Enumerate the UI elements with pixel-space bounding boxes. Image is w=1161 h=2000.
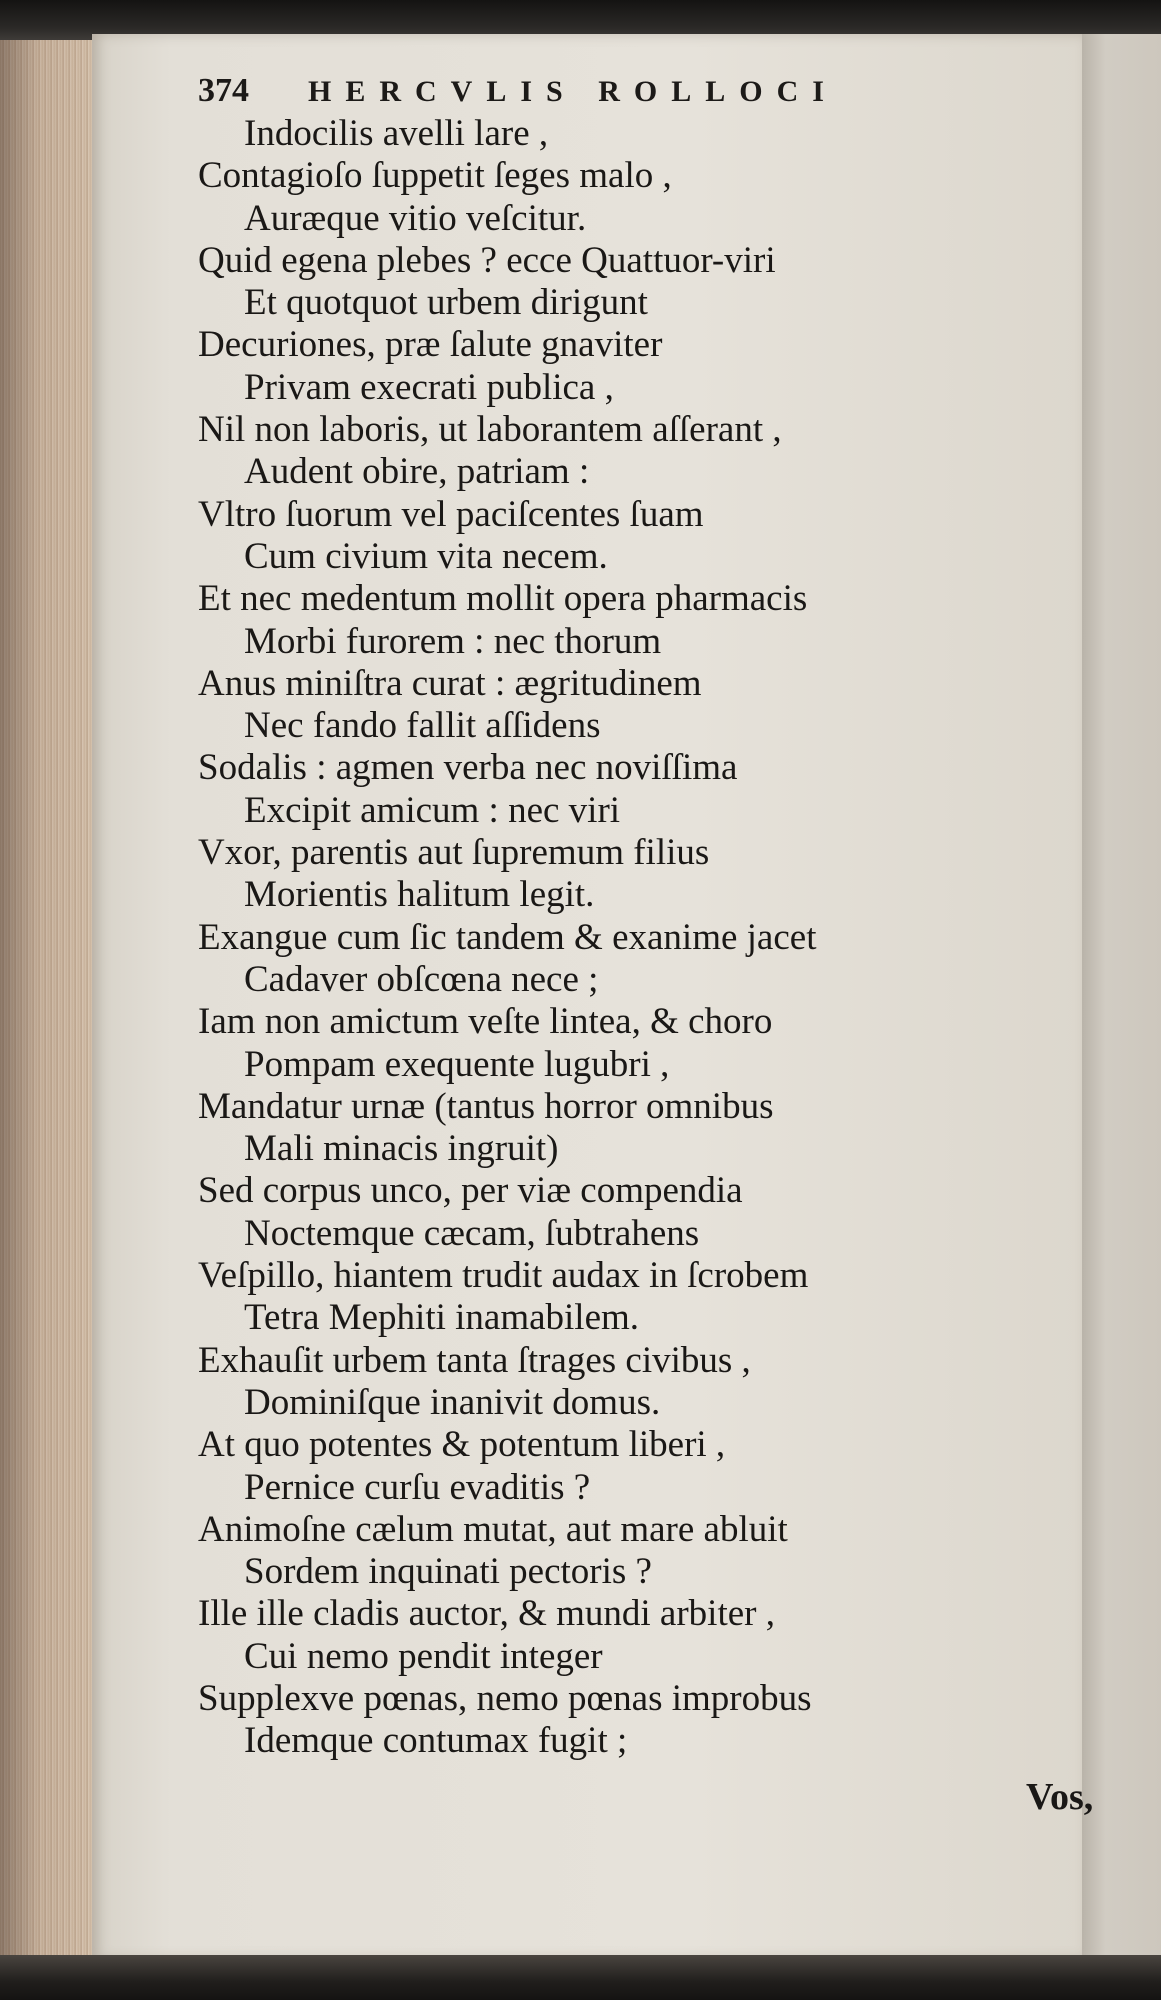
verse-line: Contagioſo ſuppetit ſeges malo , xyxy=(198,155,672,197)
verse-line: Privam execrati publica , xyxy=(244,366,614,408)
verse-line: Sordem inquinati pectoris ? xyxy=(244,1551,652,1593)
verse-line: Idemque contumax fugit ; xyxy=(244,1720,628,1762)
verse-line: Animoſne cælum mutat, aut mare abluit xyxy=(198,1508,788,1550)
verse-line: Audent obire, patriam : xyxy=(244,451,590,493)
verse-line: Morbi furorem : nec thorum xyxy=(244,620,662,662)
running-title: HERCVLIS ROLLOCI xyxy=(308,75,838,108)
verse-line: Et nec medentum mollit opera pharmacis xyxy=(198,578,808,620)
verse-line: Exhauſit urbem tanta ſtrages civibus , xyxy=(198,1339,751,1381)
verse-line: Decuriones, præ ſalute gnaviter xyxy=(198,324,663,366)
poem-text xyxy=(198,113,998,1763)
verse-line: Auræque vitio veſcitur. xyxy=(244,197,587,239)
verse-line: Quid egena plebes ? ecce Quattuor-viri xyxy=(198,239,776,281)
verse-line: Vxor, parentis aut ſupremum filius xyxy=(198,832,710,874)
facing-page-edge xyxy=(1082,34,1161,1959)
verse-line: Ille ille cladis auctor, & mundi arbiter , xyxy=(198,1593,775,1635)
verse-line: Tetra Mephiti inamabilem. xyxy=(244,1297,640,1339)
verse-line: Cum civium vita necem. xyxy=(244,535,608,577)
verse-line: Dominiſque inanivit domus. xyxy=(244,1381,661,1423)
verse-line: At quo potentes & potentum liberi , xyxy=(198,1424,726,1466)
verse-line: Iam non amictum veſte lintea, & choro xyxy=(198,1001,773,1043)
verse-line: Veſpillo, hiantem trudit audax in ſcrobem xyxy=(198,1255,809,1297)
verse-line: Anus miniſtra curat : ægritudinem xyxy=(198,662,702,704)
verse-line: Et quotquot urbem dirigunt xyxy=(244,282,648,324)
verse-line: Indocilis avelli lare , xyxy=(244,113,549,154)
catchword: Vos, xyxy=(1026,1776,1094,1818)
verse-line: Excipit amicum : nec viri xyxy=(244,789,621,831)
verse-line: Pernice curſu evaditis ? xyxy=(244,1466,591,1508)
verse-line: Nec fando fallit aſſidens xyxy=(244,705,601,747)
verse-line: Cadaver obſcœna nece ; xyxy=(244,958,599,1000)
verse-line: Nil non laboris, ut laborantem aſſerant , xyxy=(198,409,782,451)
verse-line: Exangue cum ſic tandem & exanime jacet xyxy=(198,916,817,958)
verse-line: Supplexve pœnas, nemo pœnas improbus xyxy=(198,1677,812,1719)
verse-line: Sodalis : agmen verba nec noviſſima xyxy=(198,747,738,789)
book-cover-bottom xyxy=(0,1955,1161,2000)
page-number: 374 xyxy=(198,72,249,109)
page-edges-shadow xyxy=(0,40,98,1960)
verse-line: Noctemque cæcam, ſubtrahens xyxy=(244,1212,700,1254)
verse-line: Sed corpus unco, per viæ compendia xyxy=(198,1170,743,1212)
running-head xyxy=(198,72,968,110)
verse-line: Morientis halitum legit. xyxy=(244,874,595,916)
verse-line: Pompam exequente lugubri , xyxy=(244,1043,670,1085)
verse-line: Mandatur urnæ (tantus horror omnibus xyxy=(198,1085,774,1127)
verse-line: Cui nemo pendit integer xyxy=(244,1635,603,1677)
verse-line: Mali minacis ingruit) xyxy=(244,1128,559,1170)
verse-line: Vltro ſuorum vel paciſcentes ſuam xyxy=(198,493,704,535)
